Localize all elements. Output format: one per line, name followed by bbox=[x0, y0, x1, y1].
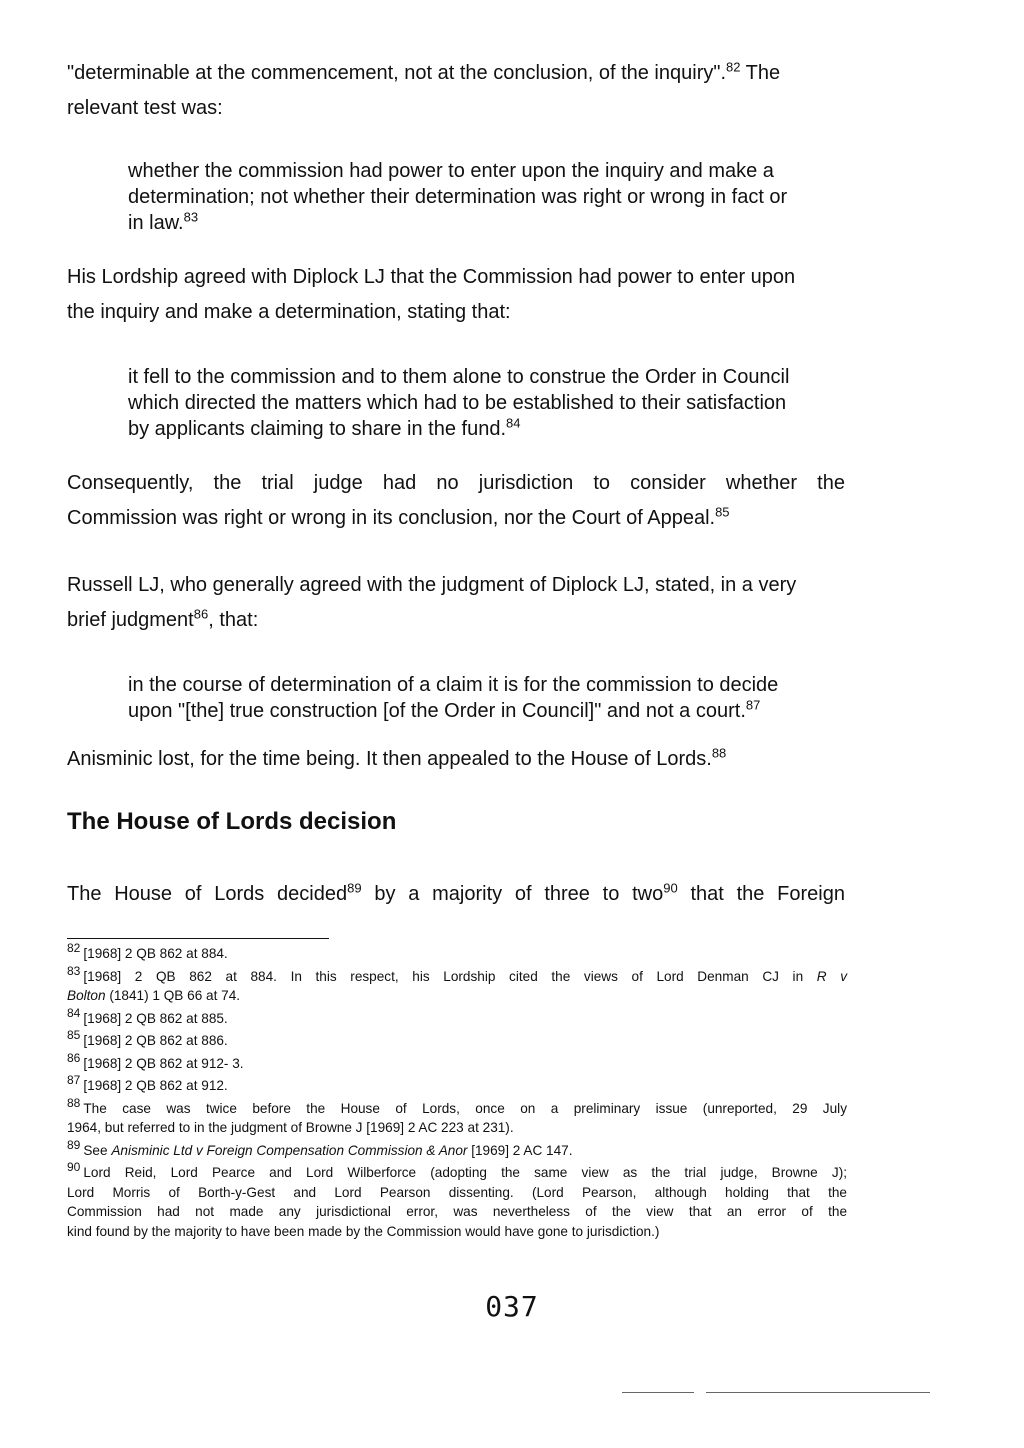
footnote-ref-86[interactable]: 86 bbox=[193, 606, 209, 622]
footnote-ref-82[interactable]: 82 bbox=[726, 59, 741, 75]
footnote-88-line-2: 1964, but referred to in the judgment of Browne J [1969] 2 AC 223 at 231). bbox=[67, 1120, 514, 1135]
footnote-ref-89[interactable]: 89 bbox=[347, 880, 362, 896]
paragraph-1-line-1: "determinable at the commencement, not at the conclusion, of the inquiry". bbox=[67, 62, 727, 84]
scan-artifact-line-right bbox=[706, 1392, 930, 1393]
section-heading: The House of Lords decision bbox=[67, 808, 397, 835]
paragraph-6-part-c: that the Foreign bbox=[677, 883, 845, 905]
scan-artifact-line-left bbox=[622, 1392, 694, 1393]
block-quote-2 bbox=[128, 364, 844, 442]
page-number: 037 bbox=[485, 1290, 539, 1323]
block-quote-2-line-2: which directed the matters which had to be established to their satisfaction bbox=[128, 392, 787, 414]
footnote-82-text: [1968] 2 QB 862 at 884. bbox=[83, 946, 228, 961]
footnote-85 bbox=[67, 1028, 847, 1051]
footnote-90 bbox=[67, 1160, 847, 1241]
block-quote-2-line-1: it fell to the commission and to them alone to construe the Order in Council bbox=[128, 366, 790, 388]
paragraph-3-line-2-wrap bbox=[67, 501, 845, 536]
paragraph-4 bbox=[67, 568, 845, 638]
footnote-90-line-1 bbox=[67, 1160, 847, 1183]
footnote-82 bbox=[67, 941, 847, 964]
footnote-89-text-b: [1969] 2 AC 147. bbox=[467, 1142, 573, 1158]
footnote-84-number: 84 bbox=[67, 1005, 81, 1020]
paragraph-1-line-1-end: The bbox=[740, 62, 781, 84]
footnote-84-text: [1968] 2 QB 862 at 885. bbox=[83, 1010, 228, 1026]
footnote-88-number: 88 bbox=[67, 1095, 81, 1110]
block-quote-1-line-3: in law. bbox=[128, 212, 184, 234]
block-quote-3 bbox=[128, 672, 844, 724]
paragraph-5-text: Anisminic lost, for the time being. It then appealed to the House of Lords. bbox=[67, 748, 712, 770]
footnote-85-number: 85 bbox=[67, 1028, 81, 1043]
footnote-88-text-1: The case was twice before the House of Lords, once on a preliminary issue (unreported, 29 July bbox=[83, 1100, 847, 1116]
footnote-83-text-b: (1841) 1 QB 66 at 74. bbox=[105, 988, 241, 1003]
paragraph-6-part-a: The House of Lords decided bbox=[67, 883, 348, 905]
paragraph-6-part-b: by a majority of three to two bbox=[361, 883, 664, 905]
paragraph-1-line-2: relevant test was: bbox=[67, 97, 223, 119]
footnote-90-line-2: Lord Morris of Borth-y-Gest and Lord Pearson dissenting. (Lord Pearson, although holding that the bbox=[67, 1184, 847, 1200]
footnote-88 bbox=[67, 1095, 847, 1138]
footnote-83-text-a: [1968] 2 QB 862 at 884. In this respect, his Lordship cited the views of Lord Denman CJ in bbox=[83, 968, 817, 984]
footnote-ref-85[interactable]: 85 bbox=[715, 504, 730, 520]
block-quote-3-line-1: in the course of determination of a claim it is for the commission to decide bbox=[128, 674, 779, 696]
paragraph-3-line-1: Consequently, the trial judge had no jurisdiction to consider whether the bbox=[67, 472, 845, 494]
footnotes bbox=[67, 941, 848, 1244]
paragraph-2-line-2: the inquiry and make a determination, stating that: bbox=[67, 301, 511, 323]
paragraph-1 bbox=[67, 56, 845, 126]
block-quote-1-line-2: determination; not whether their determination was right or wrong in fact or bbox=[128, 186, 788, 208]
paragraph-3-line-2: Commission was right or wrong in its conclusion, nor the Court of Appeal. bbox=[67, 507, 716, 529]
footnote-88-line-1 bbox=[67, 1095, 847, 1119]
footnote-83-line-2 bbox=[67, 986, 847, 1006]
footnote-90-line-3: Commission had not made any jurisdictional error, was nevertheless of the view that an error of the bbox=[67, 1204, 847, 1219]
footnote-ref-84[interactable]: 84 bbox=[506, 415, 521, 431]
paragraph-4-line-2b: , that: bbox=[208, 609, 259, 631]
footnote-83 bbox=[67, 963, 848, 1006]
footnote-87-number: 87 bbox=[67, 1073, 81, 1088]
footnote-89-text-a: See bbox=[83, 1142, 112, 1158]
footnote-83-case-b: Bolton bbox=[67, 988, 106, 1003]
footnote-90-line-4: kind found by the majority to have been made by the Commission would have gone to jurisdiction.) bbox=[67, 1223, 660, 1239]
paragraph-4-line-1: Russell LJ, who generally agreed with the judgment of Diplock LJ, stated, in a very bbox=[67, 574, 797, 596]
footnote-89 bbox=[67, 1137, 847, 1161]
footnote-90-number: 90 bbox=[67, 1160, 81, 1175]
block-quote-1 bbox=[128, 158, 844, 236]
block-quote-1-line-1: whether the commission had power to enter upon the inquiry and make a bbox=[128, 160, 774, 182]
footnote-86-number: 86 bbox=[67, 1050, 81, 1065]
footnote-89-case: Anisminic Ltd v Foreign Compensation Commission & Anor bbox=[111, 1142, 468, 1158]
footnote-83-line-1 bbox=[67, 963, 848, 987]
footnote-ref-88[interactable]: 88 bbox=[711, 745, 727, 761]
footnote-85-text: [1968] 2 QB 862 at 886. bbox=[83, 1033, 228, 1048]
paragraph-4-line-2a: brief judgment bbox=[67, 609, 194, 631]
footnote-90-text-1: Lord Reid, Lord Pearce and Lord Wilberforce (adopting the same view as the trial judge, Browne J); bbox=[83, 1165, 847, 1180]
footnote-82-number: 82 bbox=[67, 941, 81, 956]
paragraph-5 bbox=[67, 742, 845, 777]
block-quote-3-line-2: upon "[the] true construction [of the Order in Council]" and not a court. bbox=[128, 700, 746, 722]
paragraph-6 bbox=[67, 877, 845, 912]
footnote-83-case-a: R v bbox=[816, 968, 848, 984]
block-quote-2-line-3: by applicants claiming to share in the fund. bbox=[128, 418, 506, 440]
footnote-84 bbox=[67, 1005, 847, 1029]
paragraph-2 bbox=[67, 260, 845, 330]
footnote-86 bbox=[67, 1050, 847, 1074]
footnote-87 bbox=[67, 1073, 847, 1096]
footnote-ref-90[interactable]: 90 bbox=[663, 880, 678, 896]
footnote-87-text: [1968] 2 QB 862 at 912. bbox=[83, 1078, 228, 1093]
paragraph-2-line-1: His Lordship agreed with Diplock LJ that the Commission had power to enter upon bbox=[67, 266, 796, 288]
footnote-89-number: 89 bbox=[67, 1137, 81, 1152]
paragraph-3 bbox=[67, 466, 845, 536]
footnote-83-number: 83 bbox=[67, 963, 81, 978]
footnote-ref-87[interactable]: 87 bbox=[745, 697, 761, 713]
footnote-86-text: [1968] 2 QB 862 at 912- 3. bbox=[83, 1055, 244, 1071]
footnote-ref-83[interactable]: 83 bbox=[183, 209, 199, 225]
footnote-separator bbox=[67, 938, 329, 939]
